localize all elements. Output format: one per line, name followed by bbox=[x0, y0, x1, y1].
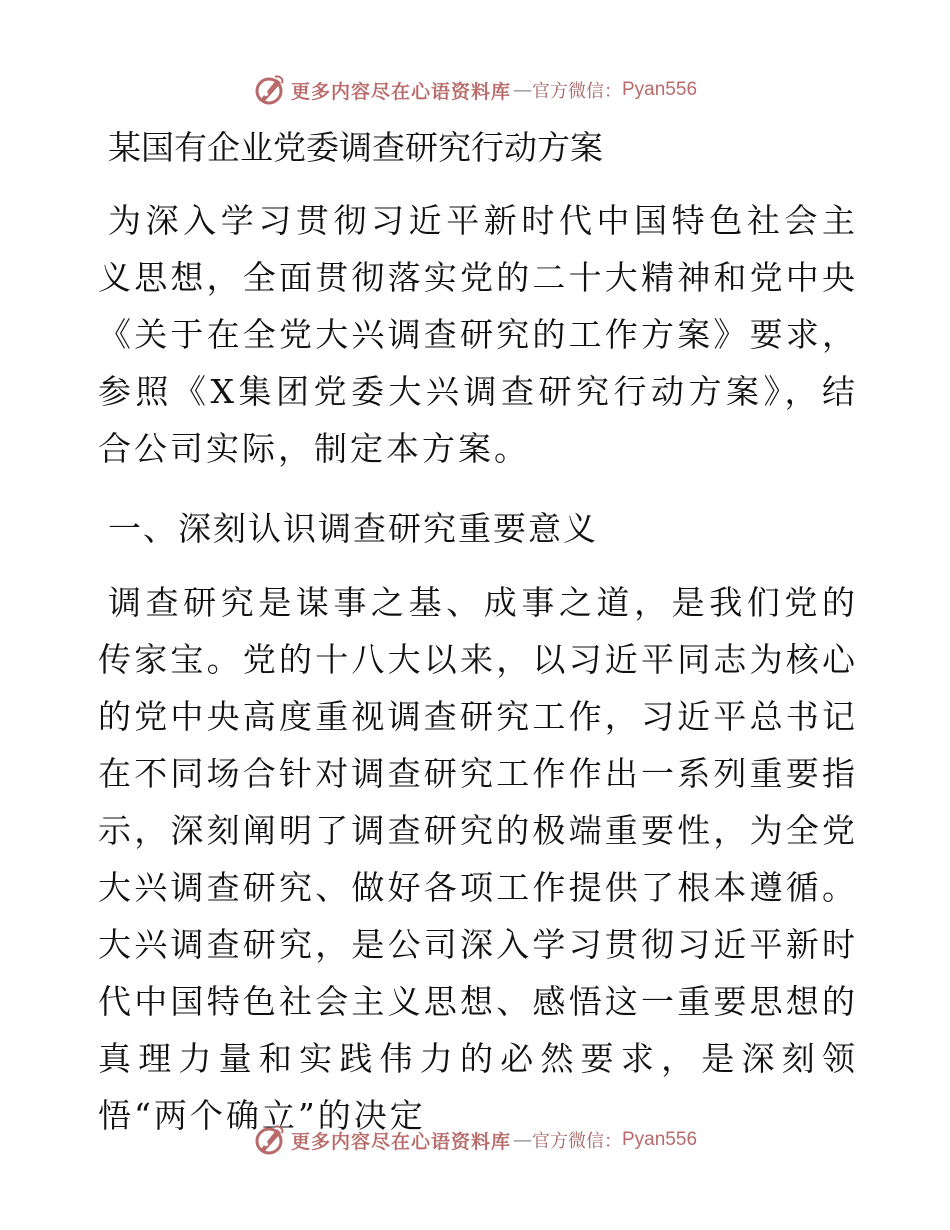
intro-paragraph bbox=[98, 192, 858, 477]
document-title: 某国有企业党委调查研究行动方案 bbox=[108, 128, 603, 167]
footer-watermark bbox=[0, 1120, 950, 1160]
watermark-main-text: 更多内容尽在心语资料库 bbox=[290, 80, 511, 103]
watermark-main-text: 更多内容尽在心语资料库 bbox=[290, 1130, 511, 1153]
feather-pen-logo-icon bbox=[253, 73, 287, 107]
watermark-wechat-label: 官方微信： bbox=[532, 81, 622, 102]
watermark-wechat-label: 官方微信： bbox=[532, 1131, 622, 1152]
intro-text: 为深入学习贯彻习近平新时代中国特色社会主义思想，全面贯彻落实党的二十大精神和党中央《关于在全党大兴调查研究的工作方案》要求，参照《X集团党委大兴调查研究行动方案》，结合公司实际，制定本方案。 bbox=[98, 201, 858, 468]
feather-pen-logo-icon bbox=[253, 1123, 287, 1157]
watermark-wechat-id: Pyan556 bbox=[622, 1129, 698, 1150]
watermark-separator: — bbox=[513, 79, 532, 101]
header-watermark bbox=[0, 70, 950, 110]
watermark-separator: — bbox=[513, 1129, 532, 1151]
section-1-text: 调查研究是谋事之基、成事之道，是我们党的传家宝。党的十八大以来，以习近平同志为核心的党中央高度重视调查研究工作，习近平总书记在不同场合针对调查研究工作作出一系列重要指示，深刻阐明了调查研究的极端重要性，为全党大兴调查研究、做好各项工作提供了根本遵循。大兴调查研究，是公司深入学习贯彻习近平新时代中国特色社会主义思想、感悟这一重要思想的真理力量和实践伟力的必然要求，是深刻领悟“两个确立”的决定 bbox=[98, 583, 858, 1135]
section-1-paragraph bbox=[98, 574, 858, 1144]
section-heading-1: 一、深刻认识调查研究重要意义 bbox=[108, 509, 598, 548]
watermark-wechat-id: Pyan556 bbox=[622, 79, 698, 100]
